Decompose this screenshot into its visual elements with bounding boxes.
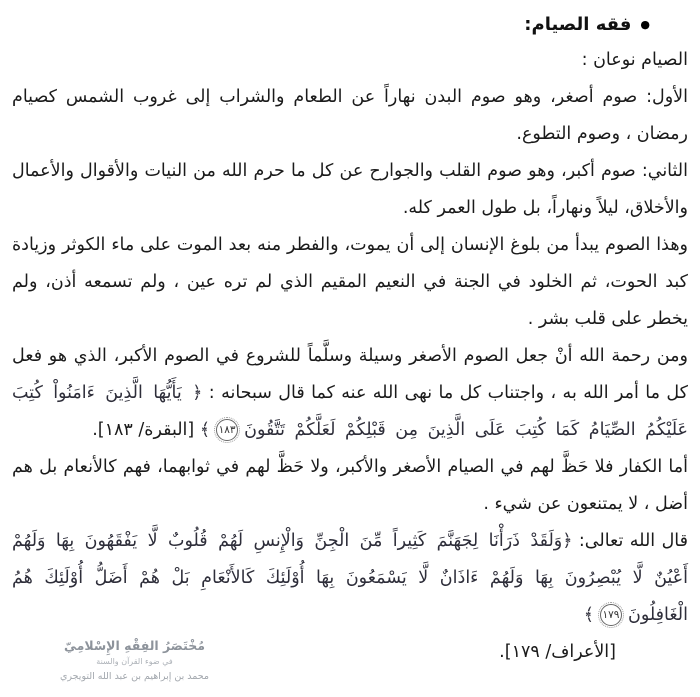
stamp-book-title: مُخْتَصَرُ الفِقْهِ الإِسْلامِيّ — [64, 638, 205, 653]
paragraph-first-type — [12, 79, 688, 153]
paragraph-text: قال الله تعالى: — [572, 531, 688, 551]
paragraph-text: أما الكفار فلا حَظَّ لهم في الصيام الأصغر والأكبر، ولا حَظَّ لهم في ثوابهما، فهم كالأنعام بل هم أضل ، لا يمتنعون عن شيء . — [12, 457, 688, 514]
bullet-icon: ● — [640, 18, 650, 31]
publisher-stamp — [42, 637, 227, 685]
section-intro-line: الصيام نوعان : — [581, 50, 688, 70]
ayah-number-badge: ١٧٩ — [600, 604, 622, 626]
verse-reference: [الأعراف/ ١٧٩]. — [499, 642, 616, 662]
page-title: فقه الصيام: — [524, 14, 632, 35]
paragraph-second-type — [12, 153, 688, 227]
paragraph-text: الثاني: صوم أكبر، وهو صوم القلب والجوارح عن كل ما حرم الله من النيات والأقوال والأعمال والأخلاق، ليلاً ونهاراً، بل طول العمر كله. — [12, 161, 688, 218]
quran-verse: ﴿ يَأَيُّهَا الَّذِينَ ءَامَنُواْ كُتِبَ عَلَيْكُمُ الصِّيَامُ كَمَا كُتِبَ عَلَى الَّذِينَ مِن قَبْلِكُمْ لَعَلَّكُمْ تَتَّقُونَ — [12, 383, 688, 440]
paragraph-mercy-with-baqarah-verse — [12, 338, 688, 449]
quran-verse: ﴾ — [199, 420, 211, 440]
ayah-number-badge: ١٨٣ — [216, 419, 238, 441]
stamp-subtitle: في ضوء القرآن والسنة — [96, 657, 173, 666]
content — [12, 42, 688, 671]
paragraph-disbelievers — [12, 449, 688, 523]
paragraph-text: الأول: صوم أصغر، وهو صوم البدن نهاراً عن الطعام والشراب إلى غروب الشمس كصيام رمضان ، وصوم التطوع. — [12, 87, 688, 144]
paragraph-text: ومن رحمة الله أنْ جعل الصوم الأصغر وسيلة وسلَّماً للشروع في الصوم الأكبر، الذي هو فعل كل ما أمر الله به ، واجتناب كل ما نهى الله عنه كما قال سبحانه : — [12, 346, 688, 403]
page-heading — [12, 8, 688, 42]
verse-reference: [البقرة/ ١٨٣]. — [92, 420, 200, 440]
paragraph-text: وهذا الصوم يبدأ من بلوغ الإنسان إلى أن يموت، والفطر منه بعد الموت على ماء الكوثر وزيادة كبد الحوت، ثم الخلود في الجنة في النعيم المقيم الذي لم تره عين ، ولم تسمعه أذن، ولم يخطر على قلب بشر . — [12, 235, 688, 329]
paragraph-duration — [12, 227, 688, 338]
stamp-author: محمد بن إبراهيم بن عبد الله التويجري — [60, 671, 209, 682]
quran-verse: ﴾ — [583, 605, 594, 625]
quran-verse: ﴿وَلَقَدْ ذَرَأْنَا لِجَهَنَّمَ كَثِيراً مِّنَ الْجِنِّ وَالْإِنسِ لَهُمْ قُلُوبٌ لَّا يَفْقَهُونَ بِهَا وَلَهُمْ أَعْيُنٌ لَّا يُبْصِرُونَ بِهَا وَلَهُمْ ءَاذَانٌ لَّا يَسْمَعُونَ بِهَا أُوْلَئِكَ كَالأَنْعَامِ بَلْ هُمْ أَضَلُّ أُوْلَئِكَ هُمُ الْغَافِلُونَ — [12, 531, 688, 625]
